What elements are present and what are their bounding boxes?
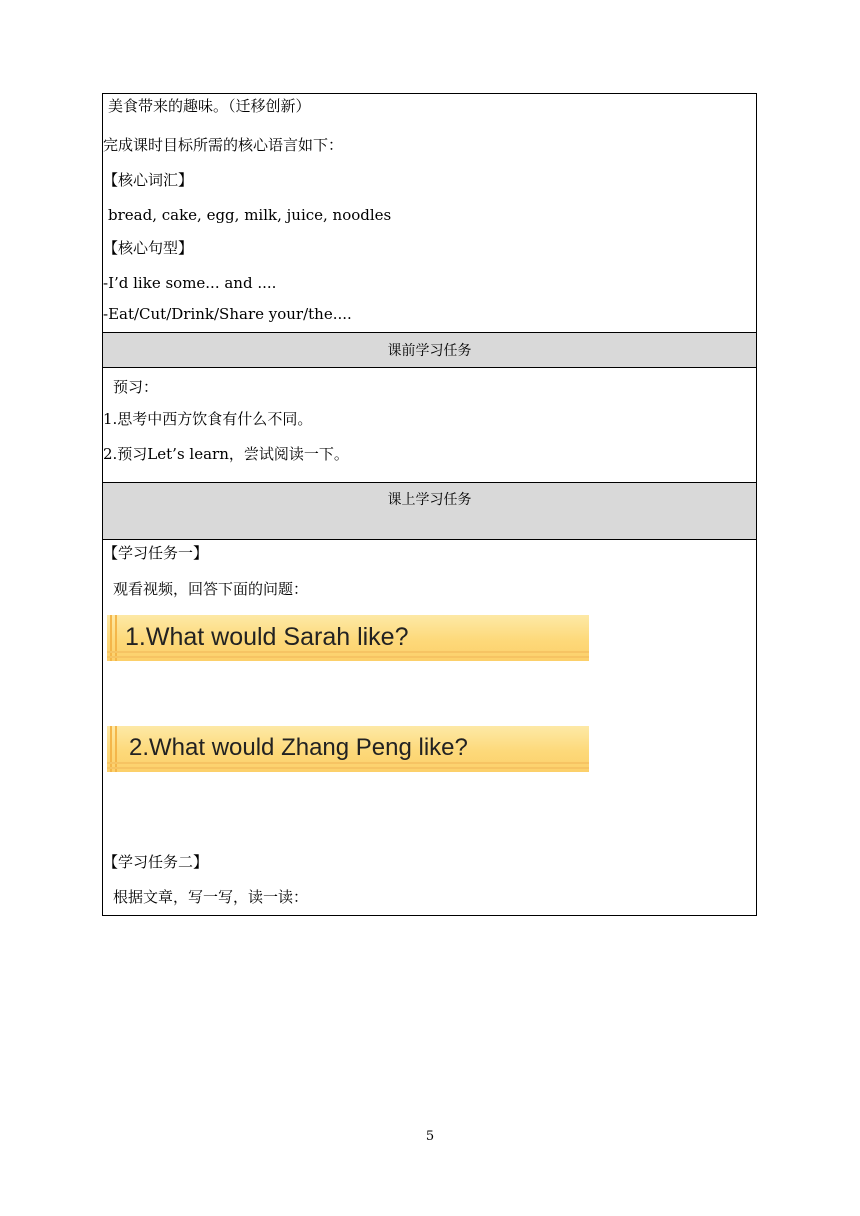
lesson-table (102, 93, 757, 916)
question-banner-1 (107, 615, 589, 661)
pre-class-cell (103, 367, 756, 482)
question-banner-2 (107, 726, 589, 772)
vocab-heading: 【核心词汇】 (103, 171, 194, 189)
sentence-heading: 【核心句型】 (103, 239, 194, 257)
in-class-header-row (103, 482, 756, 539)
preview-item: 2.预习Let’s learn，尝试阅读一下。 (103, 445, 349, 463)
in-class-header: 课上学习任务 (387, 492, 472, 508)
preview-item: 1.思考中西方饮食有什么不同。 (103, 410, 313, 428)
question-1: 1.What would Sarah like? (125, 623, 409, 651)
task2-heading: 【学习任务二】 (103, 853, 209, 871)
in-class-cell (103, 539, 756, 915)
objective-line: 美食带来的趣味。（迁移创新） (108, 97, 311, 115)
task2-instruction: 根据文章，写一写，读一读： (113, 888, 309, 906)
pre-class-header-row (103, 332, 756, 367)
vocab-list: bread, cake, egg, milk, juice, noodles (108, 206, 392, 224)
question-2: 2.What would Zhang Peng like? (129, 734, 468, 761)
pre-class-header: 课前学习任务 (387, 343, 472, 359)
page-number: 5 (425, 1129, 435, 1144)
sentence-pattern-2: -Eat/Cut/Drink/Share your/the.... (103, 305, 352, 323)
core-language-intro: 完成课时目标所需的核心语言如下： (103, 136, 344, 154)
task1-heading: 【学习任务一】 (103, 544, 209, 562)
preview-label: 预习： (113, 378, 159, 396)
task1-instruction: 观看视频，回答下面的问题： (113, 580, 309, 598)
sentence-pattern-1: -I’d like some... and .... (103, 274, 277, 292)
objectives-cell (103, 94, 756, 332)
